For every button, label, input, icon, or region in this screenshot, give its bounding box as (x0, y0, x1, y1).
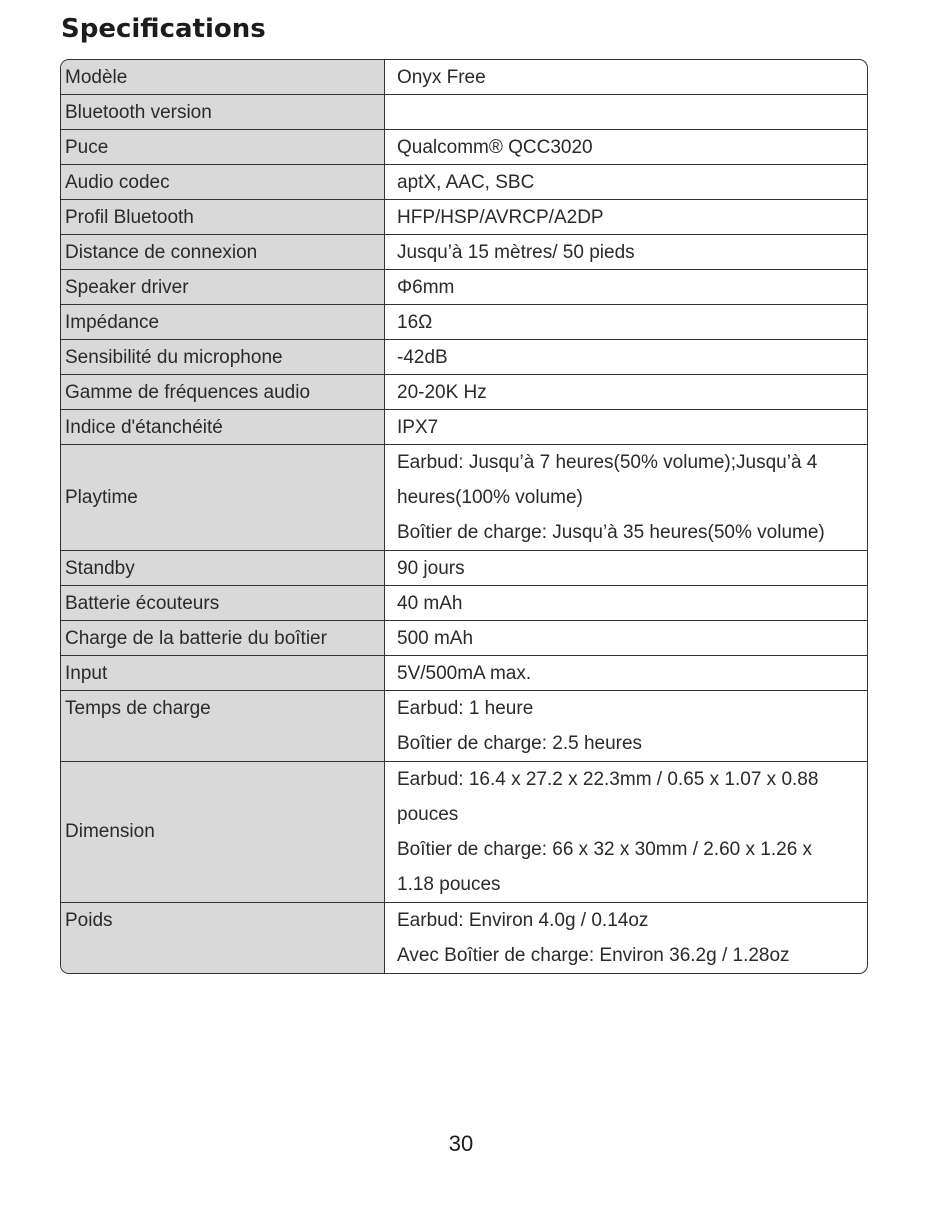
value-line: heures(100% volume) (397, 487, 583, 508)
row-label: Distance de connexion (61, 235, 385, 269)
row-label: Modèle (61, 60, 385, 94)
row-label: Speaker driver (61, 270, 385, 304)
value-line: Boîtier de charge: 2.5 heures (397, 733, 643, 754)
table-row (61, 199, 867, 234)
value-line: Earbud: 16.4 x 27.2 x 22.3mm / 0.65 x 1.07 x 0.88 (397, 769, 819, 790)
row-value (385, 130, 867, 164)
row-value (385, 586, 867, 620)
row-label: Temps de charge (61, 691, 385, 761)
row-label: Impédance (61, 305, 385, 339)
row-value (385, 375, 867, 409)
row-label: Poids (61, 903, 385, 973)
value-line: Boîtier de charge: Jusqu’à 35 heures(50% volume) (397, 522, 825, 543)
page-title: Specifications (61, 14, 266, 44)
specifications-table (60, 59, 868, 974)
table-row (61, 409, 867, 444)
row-value (385, 621, 867, 655)
row-label: Playtime (61, 445, 385, 550)
row-value (385, 95, 867, 129)
table-row (61, 620, 867, 655)
value-line: 1.18 pouces (397, 874, 501, 895)
table-row (61, 444, 867, 550)
row-label: Bluetooth version (61, 95, 385, 129)
row-value (385, 551, 867, 585)
value-line: Jusqu’à 15 mètres/ 50 pieds (397, 242, 635, 263)
value-line: 5V/500mA max. (397, 663, 532, 684)
row-label: Audio codec (61, 165, 385, 199)
table-row (61, 234, 867, 269)
row-label: Charge de la batterie du boîtier (61, 621, 385, 655)
row-label: Indice d'étanchéité (61, 410, 385, 444)
table-row (61, 902, 867, 973)
row-label: Puce (61, 130, 385, 164)
row-value (385, 200, 867, 234)
table-row (61, 164, 867, 199)
row-value (385, 165, 867, 199)
row-value (385, 656, 867, 690)
row-label: Gamme de fréquences audio (61, 375, 385, 409)
row-value (385, 691, 867, 761)
row-value (385, 235, 867, 269)
value-line: aptX, AAC, SBC (397, 172, 535, 193)
row-label: Sensibilité du microphone (61, 340, 385, 374)
table-row (61, 304, 867, 339)
value-line: 500 mAh (397, 628, 474, 649)
row-label: Profil Bluetooth (61, 200, 385, 234)
row-value (385, 410, 867, 444)
table-row (61, 94, 867, 129)
row-value (385, 762, 867, 902)
row-value (385, 60, 867, 94)
table-row (61, 655, 867, 690)
table-row (61, 269, 867, 304)
row-value (385, 903, 867, 973)
value-line: 40 mAh (397, 593, 463, 614)
table-row (61, 550, 867, 585)
value-line: Onyx Free (397, 67, 486, 88)
value-line: 16Ω (397, 312, 433, 333)
table-row (61, 60, 867, 94)
value-line: Earbud: 1 heure (397, 698, 534, 719)
row-value (385, 340, 867, 374)
table-row (61, 129, 867, 164)
value-line: pouces (397, 804, 459, 825)
value-line: HFP/HSP/AVRCP/A2DP (397, 207, 604, 228)
row-label: Input (61, 656, 385, 690)
value-line: Earbud: Jusqu’à 7 heures(50% volume);Jusqu’à 4 (397, 452, 818, 473)
table-row (61, 690, 867, 761)
value-line: Earbud: Environ 4.0g / 0.14oz (397, 910, 649, 931)
value-line: 20-20K Hz (397, 382, 487, 403)
table-row (61, 339, 867, 374)
row-label: Batterie écouteurs (61, 586, 385, 620)
value-line: Qualcomm® QCC3020 (397, 137, 593, 158)
table-row (61, 585, 867, 620)
row-label: Standby (61, 551, 385, 585)
row-value (385, 270, 867, 304)
value-line: IPX7 (397, 417, 439, 438)
row-label: Dimension (61, 762, 385, 902)
row-value (385, 305, 867, 339)
table-row (61, 761, 867, 902)
value-line: 90 jours (397, 558, 465, 579)
row-value (385, 445, 867, 550)
page-number: 30 (448, 1131, 474, 1156)
value-line: Φ6mm (397, 277, 455, 298)
value-line: Avec Boîtier de charge: Environ 36.2g / 1.28oz (397, 945, 790, 966)
value-line: -42dB (397, 347, 448, 368)
table-row (61, 374, 867, 409)
value-line: Boîtier de charge: 66 x 32 x 30mm / 2.60 x 1.26 x (397, 839, 813, 860)
